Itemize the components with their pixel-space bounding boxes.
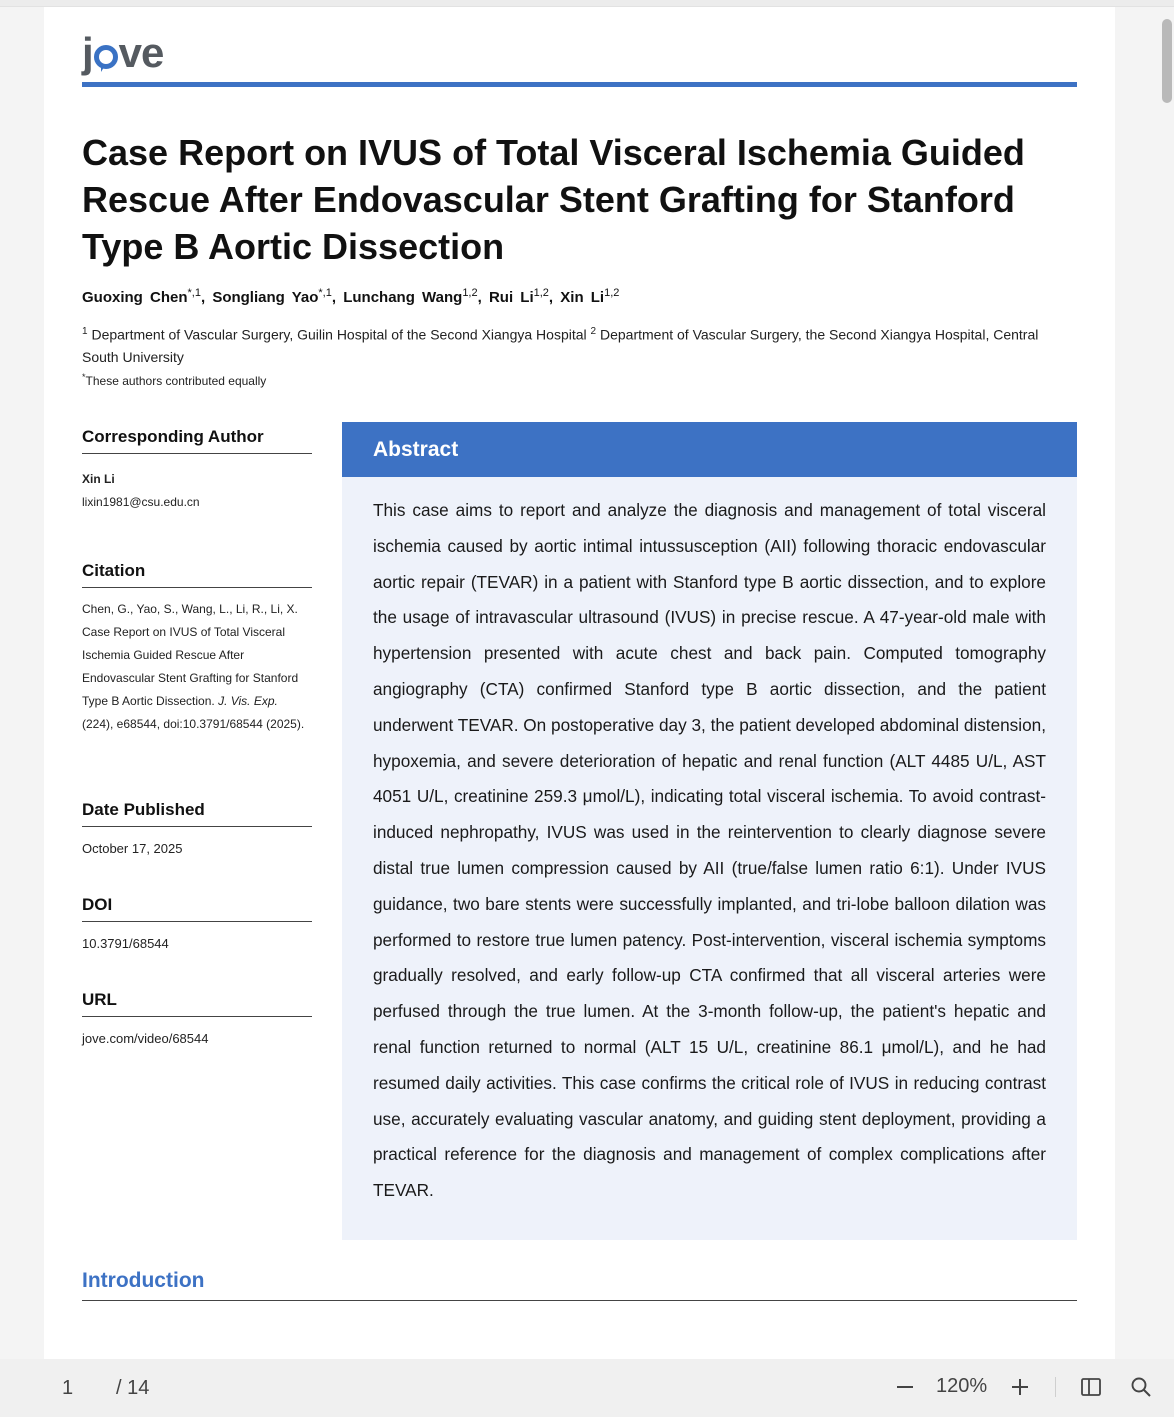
equal-text: These authors contributed equally [85,374,267,388]
url-section [82,990,312,1050]
author-sup: *,1 [318,287,332,299]
citation-heading: Citation [82,561,312,588]
url-value[interactable]: jove.com/video/68544 [82,1031,209,1046]
toolbar-divider [1055,1377,1056,1397]
sidebar-toggle-button[interactable] [1075,1371,1107,1403]
panel-icon [1080,1376,1102,1398]
header-rule [82,82,1077,87]
author-name: Guoxing Chen [82,289,188,306]
affiliations [82,321,1077,368]
citation-text [82,598,312,736]
citation-journal: J. Vis. Exp. [218,694,278,708]
corresponding-author-section [82,427,312,514]
author-name: Xin Li [560,289,605,306]
doi-section [82,895,312,955]
author-sup: 1,2 [604,287,620,299]
total-pages: / 14 [116,1377,150,1399]
scrollbar-thumb[interactable] [1162,19,1172,103]
search-icon [1130,1376,1152,1398]
author-name: Songliang Yao [212,289,319,306]
abstract-box [342,422,1077,1240]
logo-bubble-icon [94,45,118,69]
corresponding-heading: Corresponding Author [82,427,312,454]
citation-tail: (224), e68544, doi:10.3791/68544 (2025). [82,717,305,731]
article-title: Case Report on IVUS of Total Visceral Ischemia Guided Rescue After Endovascular Stent Grafting for Stanford Type B Aortic Dissection [82,132,1025,267]
author-name: Lunchang Wang [343,289,463,306]
author-name: Rui Li [488,289,534,306]
affiliation-sup: 1 [82,326,88,337]
corresponding-name: Xin Li [82,472,115,486]
viewer-toolbar [0,1359,1174,1417]
equal-contribution-note [82,372,266,388]
author-sup: 1,2 [462,287,478,299]
citation-section [82,561,312,736]
zoom-level[interactable]: 120% [936,1375,988,1397]
affiliation-text: Department of Vascular Surgery, the Second Xiangya Hospital, Central South University [82,326,1039,365]
citation-body: Chen, G., Yao, S., Wang, L., Li, R., Li, X. Case Report on IVUS of Total Visceral Ischemia Guided Rescue After Endovascular Stent Grafting for Stanford Type B Aortic Dissection. [82,602,299,708]
jove-logo: j ve [82,29,164,76]
introduction-heading: Introduction [82,1269,1077,1301]
plus-icon [1010,1377,1030,1397]
url-heading: URL [82,990,312,1017]
equal-sup: * [82,372,86,382]
scrollbar[interactable] [1160,7,1174,1359]
date-heading: Date Published [82,800,312,827]
zoom-in-button[interactable] [1004,1371,1036,1403]
affiliation-sup: 2 [590,326,597,337]
corresponding-email[interactable]: lixin1981@csu.edu.cn [82,495,200,509]
date-section [82,800,312,860]
doi-value[interactable]: 10.3791/68544 [82,936,169,951]
author-list: Guoxing Chen$^{*,1}$, Songliang Yao$^{*,1}$, Lunchang Wang$^{1,2}$, Rui Li$^{1,2}$, Xin Li$^{1,2}$ [82,287,620,306]
doi-heading: DOI [82,895,312,922]
pdf-page [44,7,1115,1359]
minus-icon [895,1377,915,1397]
author-sup: *,1 [187,287,201,299]
top-border [0,0,1174,7]
affiliation-text: Department of Vascular Surgery, Guilin Hospital of the Second Xiangya Hospital [91,326,587,343]
zoom-out-button[interactable] [889,1371,921,1403]
date-value: October 17, 2025 [82,841,183,856]
abstract-body: This case aims to report and analyze the diagnosis and management of total visceral ischemia caused by aortic intimal intussusception (AII) following thoracic endovascular aortic repair (TEVAR) in a patient with Stanford type B aortic dissection, and to explore the usage of intravascular ultrasound (IVUS) in precise rescue. A 47-year-old male with hypertension presented with acute chest and back pain. Computed tomography angiography (CTA) confirmed Stanford type B aortic dissection, and the patient underwent TEVAR. On postoperative day 3, the patient developed abdominal distension, hypoxemia, and severe deterioration of hepatic and renal function (ALT 4485 U/L, AST 4051 U/L, creatinine 259.3 μmol/L), indicating total visceral ischemia. To avoid contrast-induced nephropathy, IVUS was used in the reintervention to clearly diagnose severe distal true lumen compression caused by AII (true/false lumen ratio 6:1). Under IVUS guidance, two bare stents were successfully implanted, and tri-lobe balloon dilation was performed to restore true lumen patency. Post-intervention, visceral ischemia symptoms gradually resolved, and early follow-up CTA confirmed that all visceral arteries were perfused through the true lumen. At the 3-month follow-up, the patient's hepatic and renal function returned to normal (ALT 15 U/L, creatinine 86.1 μmol/L), and he had resumed daily activities. This case confirms the critical role of IVUS in reducing contrast use, accurately evaluating vascular anatomy, and guiding stent deployment, providing a practical reference for the diagnosis and management of complex complications after TEVAR. [373,500,1046,1201]
author-sup: 1,2 [533,287,549,299]
search-button[interactable] [1125,1371,1157,1403]
abstract-heading: Abstract [342,422,1077,477]
current-page-input[interactable]: 1 [62,1377,74,1399]
